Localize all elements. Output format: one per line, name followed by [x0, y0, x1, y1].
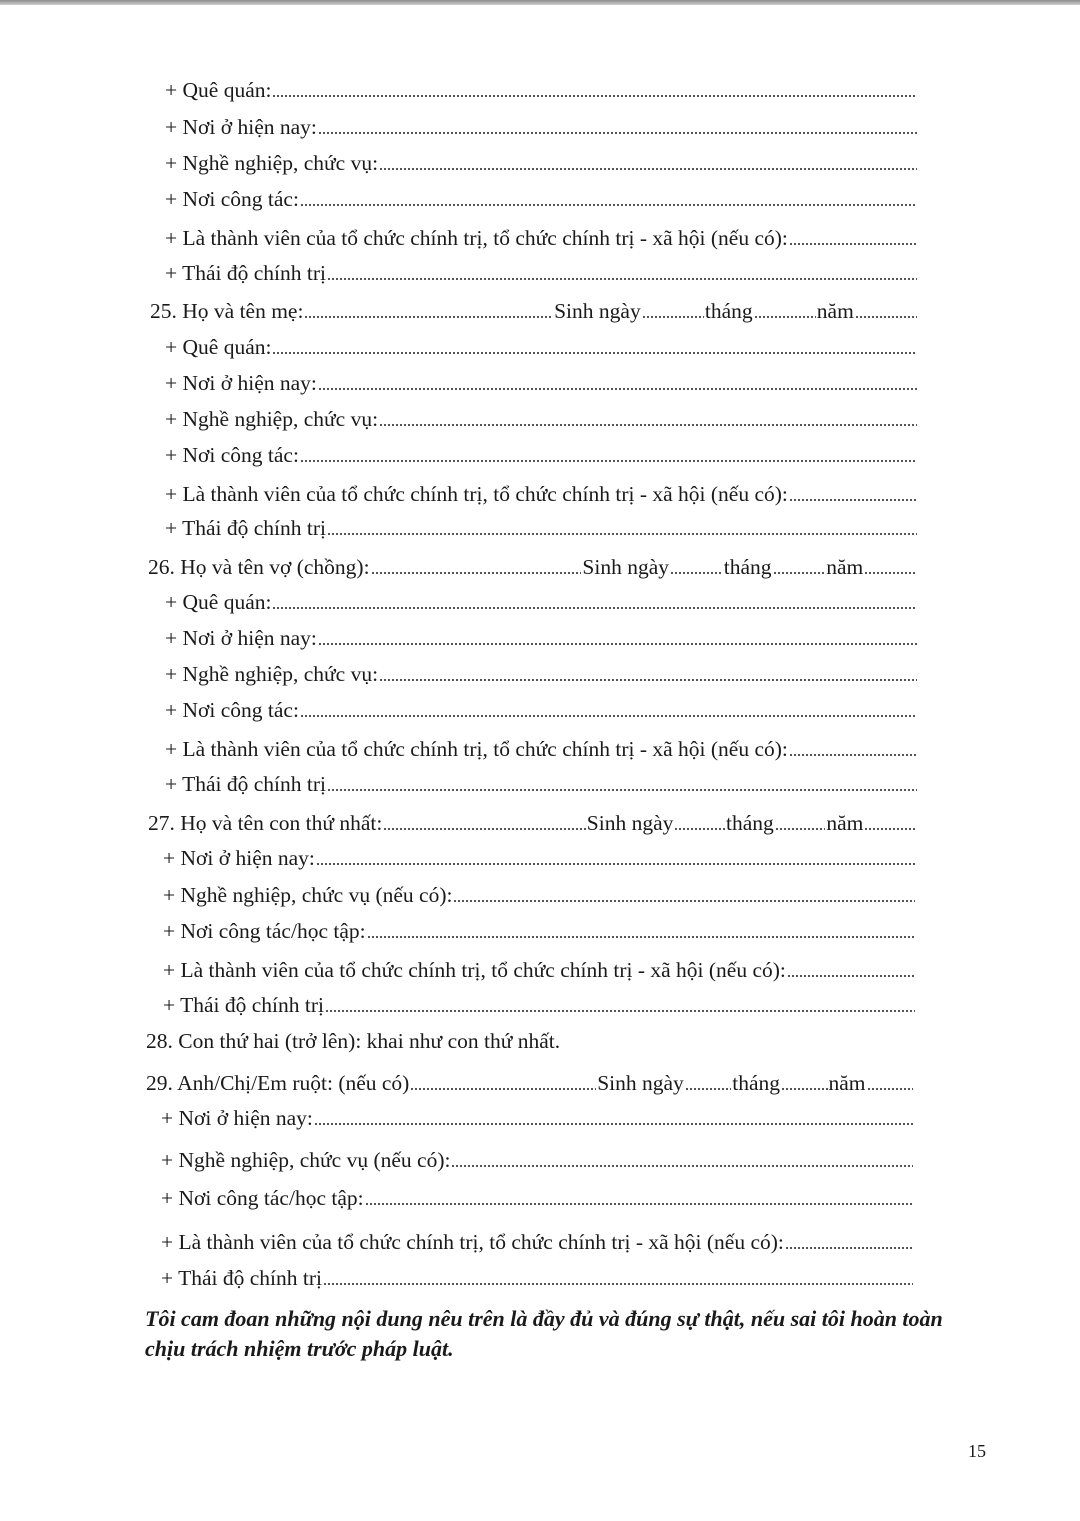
form-label: Sinh ngày	[586, 811, 674, 835]
form-line	[163, 990, 916, 1020]
form-line	[146, 1068, 914, 1098]
form-label: + Thái độ chính trị	[163, 993, 325, 1017]
form-label: + Thái độ chính trị	[165, 261, 327, 285]
form-line	[165, 623, 918, 653]
form-label: + Là thành viên của tổ chức chính trị, tổ chức chính trị - xã hội (nếu có):	[163, 958, 786, 982]
dotted-fill-line[interactable]	[379, 679, 917, 681]
form-line	[161, 1263, 914, 1293]
form-label: + Nghề nghiệp, chức vụ:	[165, 407, 379, 431]
pledge-statement: Tôi cam đoan những nội dung nêu trên là đầy đủ và đúng sự thật, nếu sai tôi hoàn toàn chịu trách nhiệm trước pháp luật.	[145, 1306, 943, 1361]
form-label: năm	[826, 555, 864, 579]
form-line	[161, 1145, 914, 1175]
dotted-fill-line[interactable]	[773, 572, 826, 574]
form-label: 29. Anh/Chị/Em ruột: (nếu có)	[146, 1071, 410, 1095]
dotted-fill-line[interactable]	[789, 754, 917, 756]
form-line	[165, 440, 918, 470]
dotted-fill-line[interactable]	[379, 424, 917, 426]
form-label: tháng	[704, 299, 753, 323]
form-label: + Nghề nghiệp, chức vụ:	[165, 151, 379, 175]
dotted-fill-line[interactable]	[453, 900, 915, 902]
dotted-fill-line[interactable]	[318, 132, 917, 134]
form-label: + Thái độ chính trị	[161, 1266, 323, 1290]
form-line	[165, 479, 918, 509]
form-label: 25. Họ và tên mẹ:	[150, 299, 304, 323]
dotted-fill-line[interactable]	[379, 168, 917, 170]
form-label: + Nơi ở hiện nay:	[165, 626, 317, 650]
form-label: + Nơi công tác:	[165, 698, 299, 722]
form-label: 28. Con thứ hai (trở lên): khai như con thứ nhất.	[146, 1029, 561, 1053]
form-label: + Thái độ chính trị	[165, 516, 327, 540]
form-label: + Nghề nghiệp, chức vụ (nếu có):	[161, 1148, 451, 1172]
dotted-fill-line[interactable]	[781, 1088, 827, 1090]
form-label: + Nơi công tác/học tập:	[163, 919, 366, 943]
form-line	[165, 513, 918, 543]
dotted-fill-line[interactable]	[365, 1203, 913, 1205]
form-label: tháng	[732, 1071, 781, 1095]
dotted-fill-line[interactable]	[383, 828, 585, 830]
form-line	[161, 1227, 914, 1257]
dotted-fill-line[interactable]	[451, 1165, 913, 1167]
dotted-fill-line[interactable]	[685, 1088, 731, 1090]
form-label: năm	[816, 299, 854, 323]
form-label: 27. Họ và tên con thứ nhất:	[148, 811, 383, 835]
form-line	[148, 808, 916, 838]
form-label: + Nơi ở hiện nay:	[165, 115, 317, 139]
form-label: + Quê quán:	[165, 335, 272, 359]
dotted-fill-line[interactable]	[864, 828, 915, 830]
dotted-fill-line[interactable]	[300, 715, 917, 717]
dotted-fill-line[interactable]	[318, 388, 917, 390]
form-label: + Nơi ở hiện nay:	[163, 846, 315, 870]
form-label: + Là thành viên của tổ chức chính trị, tổ chức chính trị - xã hội (nếu có):	[161, 1230, 784, 1254]
dotted-fill-line[interactable]	[789, 499, 917, 501]
dotted-fill-line[interactable]	[325, 1010, 915, 1012]
form-line	[165, 734, 918, 764]
dotted-fill-line[interactable]	[327, 533, 917, 535]
form-label: + Nơi công tác:	[165, 187, 299, 211]
form-line	[165, 587, 918, 617]
form-label: + Là thành viên của tổ chức chính trị, tổ chức chính trị - xã hội (nếu có):	[165, 226, 788, 250]
dotted-fill-line[interactable]	[674, 828, 725, 830]
dotted-fill-line[interactable]	[304, 316, 553, 318]
dotted-fill-line[interactable]	[867, 1088, 913, 1090]
form-line	[165, 659, 918, 689]
dotted-fill-line[interactable]	[789, 243, 917, 245]
form-label: tháng	[723, 555, 772, 579]
form-line	[165, 184, 918, 214]
page-number: 15	[968, 1441, 986, 1461]
form-line	[146, 1026, 1000, 1056]
form-line	[163, 880, 916, 910]
dotted-fill-line[interactable]	[327, 789, 917, 791]
dotted-fill-line[interactable]	[316, 863, 915, 865]
form-label: + Nơi ở hiện nay:	[161, 1106, 313, 1130]
dotted-fill-line[interactable]	[272, 95, 917, 97]
form-label: Sinh ngày	[554, 299, 641, 323]
form-line	[165, 75, 918, 105]
dotted-fill-line[interactable]	[272, 352, 917, 354]
form-label: tháng	[725, 811, 774, 835]
form-line	[163, 955, 916, 985]
form-line	[163, 843, 916, 873]
dotted-fill-line[interactable]	[670, 572, 723, 574]
form-label: + Nơi công tác/học tập:	[161, 1186, 364, 1210]
dotted-fill-line[interactable]	[787, 975, 915, 977]
dotted-fill-line[interactable]	[300, 460, 917, 462]
form-label: + Nơi công tác:	[165, 443, 299, 467]
form-line	[148, 552, 918, 582]
dotted-fill-line[interactable]	[855, 316, 917, 318]
form-label: Sinh ngày	[597, 1071, 684, 1095]
form-label: năm	[826, 811, 864, 835]
dotted-fill-line[interactable]	[272, 607, 917, 609]
form-line	[165, 258, 918, 288]
dotted-fill-line[interactable]	[775, 828, 826, 830]
form-label: + Là thành viên của tổ chức chính trị, tổ chức chính trị - xã hội (nếu có):	[165, 482, 788, 506]
form-line	[165, 112, 918, 142]
form-line	[150, 296, 918, 326]
form-label: + Quê quán:	[165, 590, 272, 614]
form-line	[161, 1183, 914, 1213]
dotted-fill-line[interactable]	[642, 316, 704, 318]
form-label: năm	[828, 1071, 866, 1095]
dotted-fill-line[interactable]	[300, 204, 917, 206]
form-label: + Là thành viên của tổ chức chính trị, tổ chức chính trị - xã hội (nếu có):	[165, 737, 788, 761]
dotted-fill-line[interactable]	[864, 572, 917, 574]
form-line	[161, 1103, 914, 1133]
dotted-fill-line[interactable]	[323, 1283, 913, 1285]
form-label: + Nghề nghiệp, chức vụ (nếu có):	[163, 883, 453, 907]
dotted-fill-line[interactable]	[367, 936, 915, 938]
dotted-fill-line[interactable]	[410, 1088, 596, 1090]
form-label: + Nghề nghiệp, chức vụ:	[165, 662, 379, 686]
form-line	[165, 769, 918, 799]
form-line	[165, 223, 918, 253]
form-label: 26. Họ và tên vợ (chồng):	[148, 555, 370, 579]
form-line	[165, 695, 918, 725]
dotted-fill-line[interactable]	[327, 278, 917, 280]
dotted-fill-line[interactable]	[314, 1123, 913, 1125]
dotted-fill-line[interactable]	[318, 643, 917, 645]
dotted-fill-line[interactable]	[371, 572, 582, 574]
dotted-fill-line[interactable]	[754, 316, 816, 318]
form-line	[165, 148, 918, 178]
form-label: + Nơi ở hiện nay:	[165, 371, 317, 395]
form-line	[165, 404, 918, 434]
form-line	[163, 916, 916, 946]
form-line	[165, 332, 918, 362]
form-label: + Thái độ chính trị	[165, 772, 327, 796]
form-label: + Quê quán:	[165, 78, 272, 102]
dotted-fill-line[interactable]	[785, 1247, 913, 1249]
form-label: Sinh ngày	[582, 555, 670, 579]
form-line	[165, 368, 918, 398]
